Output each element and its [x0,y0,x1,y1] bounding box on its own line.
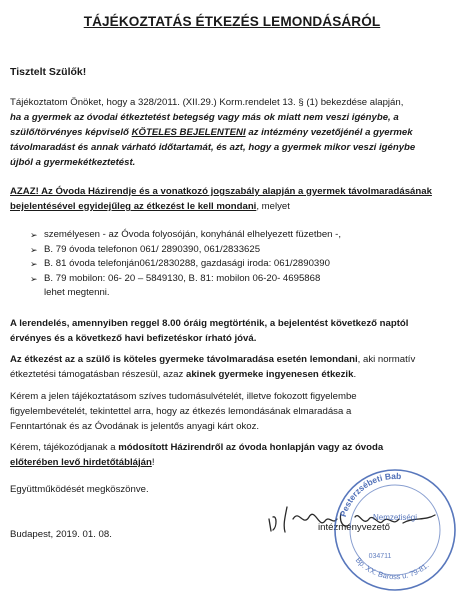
closing-line: Együttműködését megköszönve. [10,484,149,495]
line: AZAZ! Az Óvoda Házirendje és a vonatkozó jogszabály alapján a gyermek távolmaradásának [10,186,432,197]
official-stamp-image [330,460,460,600]
line [10,352,455,367]
line: Kérem a jelen tájékoztatásom szíves tudomásulvételét, illetve fokozott figyelembe [10,391,357,402]
svg-text:Pesterzsébeti Bab: Pesterzsébeti Bab [337,470,402,518]
line: Fenntartónak és az Óvodának is jelentős anyagi kárt okoz. [10,421,260,432]
line [10,440,455,455]
arrow-bullet-icon: ➢ [30,244,38,255]
emphasis-text: módosított Házirendről az óvoda honlapján vagy az óvoda [118,442,384,453]
paragraph-legal-basis [10,95,455,170]
emphasis-text: előterében levő hirdetőtábláján [10,457,152,468]
list-tail: lehet megtenni. [44,287,110,298]
list-item [30,243,450,258]
line [10,367,455,382]
line [10,125,455,140]
list-item-text: B. 79 mobilon: 06- 20 – 5849130, B. 81: mobilon 06-20- 4695868 [44,272,321,284]
svg-text:Bp. XX. Baross u. 79-81.: Bp. XX. Baross u. 79-81. [353,555,431,582]
arrow-bullet-icon: ➢ [30,273,38,284]
list-item [30,228,450,243]
emphasis-text: KÖTELES BEJELENTENI [131,127,246,138]
line: érvényes és a következő havi befizetéskor írható jóvá. [10,333,257,344]
signatory-role: intézményvezető [318,522,390,533]
text: , aki normatív [357,354,416,365]
text: étkeztetési támogatásban részesül, azaz [10,369,186,380]
list-item [30,257,450,272]
paragraph-deadline [10,316,455,346]
emphasis-text: akinek gyermeke ingyenesen étkezik [185,369,354,380]
contact-list [30,228,450,301]
paragraph-cancel-rule [10,184,455,214]
paragraph-request [10,389,455,434]
list-item-text: B. 81 óvoda telefonján061/2830288, gazdasági iroda: 061/2890390 [44,258,330,269]
line: ha a gyermek az óvodai étkeztetést betegség vagy más ok miatt nem veszi igénybe, a [10,112,399,123]
line: A lerendelés, amennyiben reggel 8.00 óráig megtörténik, a bejelentést következő naptól [10,318,409,329]
svg-text:034711: 034711 [368,553,392,560]
text: az intézmény vezetőjénél a gyermek [245,127,413,138]
arrow-bullet-icon: ➢ [30,230,38,240]
list-item-text: B. 79 óvoda telefonon 061/ 2890390, 061/2833625 [44,243,261,255]
date: Budapest, 2019. 01. 08. [10,529,112,540]
arrow-bullet-icon: ➢ [30,259,38,269]
line [10,199,455,214]
text: Kérem, tájékozódjanak a [10,442,119,453]
text: ! [151,457,155,468]
text: . [353,369,357,380]
text: , melyet [256,201,290,212]
svg-text:Nemzetiségi: Nemzetiségi [372,513,418,522]
document-title: TÁJÉKOZTATÁS ÉTKEZÉS LEMONDÁSÁRÓL [83,14,381,29]
line: figyelembevételét, tekintettel arra, hogy az étkezés lemondásának elmaradása a [10,406,352,417]
emphasis-text: Az étkezést az a szülő is köteles gyermeke távolmaradása esetén lemondani [10,354,358,365]
greeting: Tisztelt Szülők! [10,66,87,78]
emphasis-text: bejelentésével egyidejűleg az étkezést le kell mondani [10,201,257,212]
line: Tájékoztatom Önöket, hogy a 328/2011. (XII.29.) Korm.rendelet 13. § (1) bekezdése alapján, [10,97,404,108]
list-item [30,272,450,287]
line: távolmaradást és annak várható időtartamát, és azt, hogy a gyermek mikor veszi igénybe [10,142,416,153]
list-item-text: személyesen - az Óvoda folyosóján, konyhánál elhelyezett füzetben -, [44,229,342,240]
paragraph-normative-support [10,352,455,382]
line: újból a gyermekétkeztetést. [10,157,136,168]
text: szülő/törvényes képviselő [10,127,132,138]
